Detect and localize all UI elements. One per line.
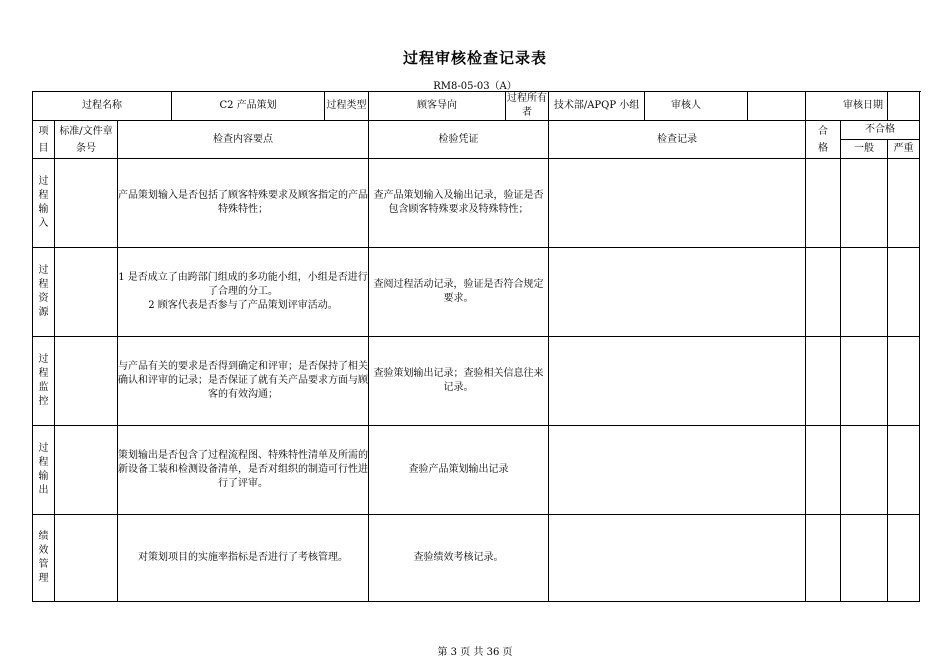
row-item-char: 程 [38, 279, 49, 290]
row-check-cell: 1 是否成立了由跨部门组成的多功能小组，小组是否进行了合理的分工。 2 顾客代表是否参与了产品策划评审活动。 [118, 248, 369, 337]
row-minor-cell [841, 337, 888, 426]
row-item-char: 控 [38, 396, 49, 407]
col-major-header: 严重 [888, 140, 920, 159]
row-minor-cell [841, 515, 888, 602]
row-standard-cell [55, 337, 118, 426]
auditor-label-text: 审核人 [671, 100, 702, 111]
col-pass-char: 格 [818, 142, 829, 154]
process-name-label: 过程名称 [33, 92, 172, 121]
process-owner-value: 技术部/APQP 小组 [549, 92, 645, 121]
table-row [33, 159, 920, 248]
row-standard-cell [55, 426, 118, 515]
col-item-char: 目 [38, 142, 49, 154]
row-standard-cell [55, 159, 118, 248]
table-row [33, 337, 920, 426]
row-major-cell [888, 515, 920, 602]
row-major-cell [888, 337, 920, 426]
row-item-char: 程 [38, 190, 49, 201]
row-evidence-cell: 查产品策划输入及输出记录，验证是否包含顾客特殊要求及特殊特性； [369, 159, 549, 248]
col-check-points-header: 检查内容要点 [118, 121, 369, 159]
header-row [33, 92, 920, 121]
process-type-value: 顾客导向 [369, 92, 506, 121]
row-item-char: 效 [38, 545, 49, 556]
row-item-label [33, 515, 55, 602]
row-major-cell [888, 159, 920, 248]
row-pass-cell [806, 426, 841, 515]
row-evidence-cell: 查阅过程活动记录，验证是否符合规定要求。 [369, 248, 549, 337]
row-pass-cell [806, 337, 841, 426]
process-type-label: 过程类型 [325, 92, 369, 121]
row-item-char: 过 [38, 443, 49, 454]
row-minor-cell [841, 426, 888, 515]
col-evidence-header: 检验凭证 [369, 121, 549, 159]
row-item-char: 过 [38, 176, 49, 187]
row-item-char: 程 [38, 457, 49, 468]
row-record-cell [549, 337, 806, 426]
col-minor-header: 一般 [841, 140, 888, 159]
row-standard-cell [55, 248, 118, 337]
row-check-cell: 策划输出是否包含了过程流程图、特殊特性清单及所需的新设备工装和检测设备清单，是否对组织的制造可行性进行了评审。 [118, 426, 369, 515]
col-item-char: 项 [38, 125, 49, 137]
row-check-cell: 对策划项目的实施率指标是否进行了考核管理。 [118, 515, 369, 602]
audit-checklist-table [32, 91, 920, 602]
row-item-char: 资 [38, 293, 49, 304]
row-record-cell [549, 426, 806, 515]
row-item-char: 输 [38, 204, 49, 215]
row-item-char: 理 [38, 573, 49, 584]
form-title: 过程审核检查记录表 [402, 49, 547, 67]
table-row [33, 248, 920, 337]
col-item-header [33, 121, 55, 159]
row-evidence-cell: 查验绩效考核记录。 [369, 515, 549, 602]
auditor-value [748, 92, 806, 121]
row-major-cell [888, 248, 920, 337]
row-check-cell: 与产品有关的要求是否得到确定和评审；是否保持了相关确认和评审的记录；是否保证了就有关产品要求方面与顾客的有效沟通； [118, 337, 369, 426]
row-item-char: 管 [38, 559, 49, 570]
col-standard-header: 标准/文件章条号 [55, 121, 118, 159]
row-pass-cell [806, 159, 841, 248]
row-item-label [33, 159, 55, 248]
column-header-row-1 [33, 121, 920, 140]
row-item-label [33, 248, 55, 337]
row-standard-cell [55, 515, 118, 602]
row-minor-cell [841, 248, 888, 337]
row-item-label [33, 426, 55, 515]
row-evidence-cell: 查验策划输出记录；查验相关信息往来记录。 [369, 337, 549, 426]
row-item-char: 出 [38, 485, 49, 496]
row-item-char: 源 [38, 307, 49, 318]
audit-date-label: 审核日期 [806, 92, 888, 121]
process-name-value: C2 产品策划 [172, 92, 325, 121]
row-check-cell: 产品策划输入是否包括了顾客特殊要求及顾客指定的产品特殊特性； [118, 159, 369, 248]
table-row [33, 515, 920, 602]
row-item-char: 入 [38, 218, 49, 229]
row-item-char: 监 [38, 382, 49, 393]
row-item-char: 绩 [38, 531, 49, 542]
row-item-label [33, 337, 55, 426]
row-item-char: 输 [38, 471, 49, 482]
col-pass-char: 合 [818, 125, 829, 137]
row-item-char: 程 [38, 368, 49, 379]
audit-date-value [888, 92, 920, 121]
process-owner-label: 过程所有者 [506, 92, 549, 121]
page-footer: 第 3 页 共 36 页 [437, 647, 513, 658]
row-item-char: 过 [38, 265, 49, 276]
table-row [33, 426, 920, 515]
auditor-label [645, 92, 748, 121]
row-evidence-cell: 查验产品策划输出记录 [369, 426, 549, 515]
row-record-cell [549, 515, 806, 602]
col-pass-header [806, 121, 841, 159]
row-record-cell [549, 159, 806, 248]
row-item-char: 过 [38, 354, 49, 365]
row-pass-cell [806, 515, 841, 602]
form-code: RM8-05-03（A） [433, 81, 517, 92]
row-minor-cell [841, 159, 888, 248]
row-record-cell [549, 248, 806, 337]
row-pass-cell [806, 248, 841, 337]
row-major-cell [888, 426, 920, 515]
col-nonconform-header: 不合格 [841, 121, 920, 140]
col-record-header: 检查记录 [549, 121, 806, 159]
